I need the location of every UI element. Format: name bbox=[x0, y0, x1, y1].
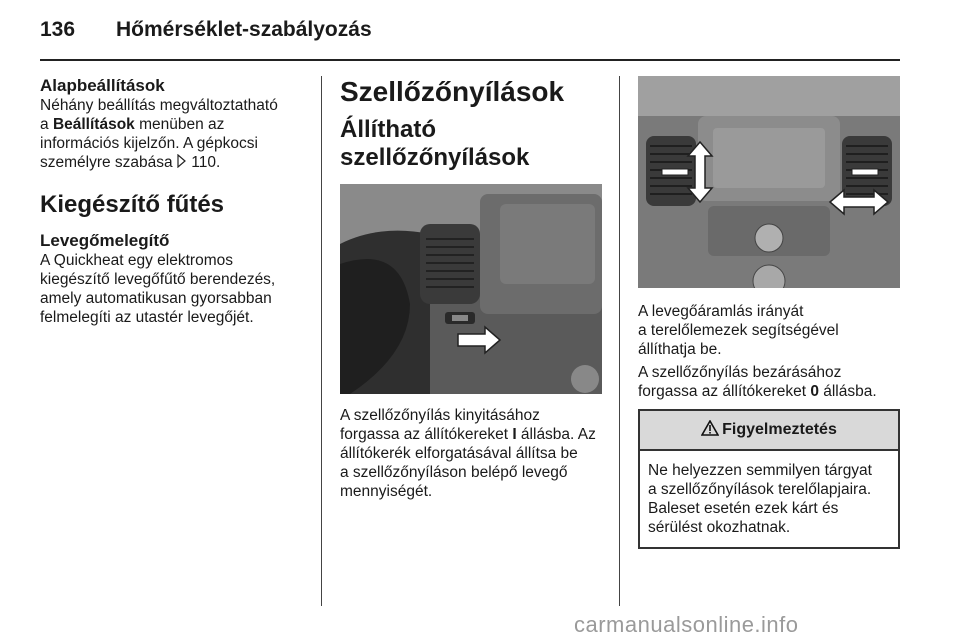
warning-triangle-icon bbox=[701, 420, 719, 441]
dial-position-i: I bbox=[512, 426, 517, 443]
basic-settings-heading: Alapbeállítások bbox=[40, 76, 165, 95]
settings-menu-name: Beállítások bbox=[52, 116, 135, 133]
aux-heating-heading: Kiegészítő fűtés bbox=[40, 191, 225, 218]
air-heater-line-2: kiegészítő levegőfűtő berendezés, bbox=[40, 271, 276, 288]
vent-dial-illustration bbox=[340, 184, 602, 394]
vent-dial-figure bbox=[340, 184, 602, 394]
close-vent-line-1: A szellőzőnyílás bezárásához bbox=[638, 364, 842, 381]
airflow-line-1: A levegőáramlás irányát bbox=[638, 303, 804, 320]
vent-open-caption-line-4: a szellőzőnyíláson belépő levegő bbox=[340, 464, 568, 481]
page-number: 136 bbox=[40, 18, 76, 41]
basic-settings-line-4: személyre szabása 110. bbox=[40, 154, 221, 171]
warning-line-1: Ne helyezzen semmilyen tárgyat bbox=[648, 462, 872, 479]
column-divider-2 bbox=[619, 76, 620, 606]
page-ref-arrow-icon bbox=[177, 154, 187, 173]
basic-settings-line-3: információs kijelzőn. A gépkocsi bbox=[40, 135, 258, 152]
adjustable-vents-heading: Állítható szellőzőnyílások bbox=[340, 116, 530, 171]
header-rule bbox=[40, 59, 900, 61]
right-column bbox=[638, 76, 904, 549]
warning-box bbox=[638, 409, 900, 549]
close-vent-line-2: forgassa az állítókereket 0 állásba. bbox=[638, 383, 877, 400]
warning-header bbox=[640, 411, 898, 451]
vent-open-caption-line-1: A szellőzőnyílás kinyitásához bbox=[340, 407, 540, 424]
basic-settings-line-2: a Beállítások menüben az bbox=[40, 116, 225, 133]
chapter-title: Hőmérséklet-szabályozás bbox=[116, 18, 372, 41]
vent-louvers-illustration bbox=[638, 76, 900, 288]
air-heater-line-4: felmelegíti az utastér levegőjét. bbox=[40, 309, 254, 326]
page-header bbox=[40, 14, 900, 48]
vents-heading: Szellőzőnyílások bbox=[340, 76, 565, 107]
warning-line-4: sérülést okozhatnak. bbox=[648, 519, 791, 536]
vent-open-caption-line-3: állítókerék elforgatásával állítsa be bbox=[340, 445, 578, 462]
warning-line-2: a szellőzőnyílások terelőlapjaira. bbox=[648, 481, 872, 498]
dial-position-0: 0 bbox=[810, 383, 819, 400]
airflow-line-2: a terelőlemezek segítségével bbox=[638, 322, 839, 339]
air-heater-line-3: amely automatikusan gyorsabban bbox=[40, 290, 272, 307]
middle-column bbox=[340, 76, 606, 501]
air-heater-line-1: A Quickheat egy elektromos bbox=[40, 252, 233, 269]
airflow-line-3: állíthatja be. bbox=[638, 341, 722, 358]
warning-body bbox=[640, 451, 898, 547]
left-column bbox=[40, 76, 306, 327]
vent-louvers-figure bbox=[638, 76, 900, 288]
column-divider-1 bbox=[321, 76, 322, 606]
vent-open-caption-line-2: forgassa az állítókereket I állásba. Az bbox=[340, 426, 596, 443]
warning-title: Figyelmeztetés bbox=[722, 421, 837, 438]
vent-open-caption-line-5: mennyiségét. bbox=[340, 483, 433, 500]
air-heater-heading: Levegőmelegítő bbox=[40, 231, 170, 250]
warning-line-3: Baleset esetén ezek kárt és bbox=[648, 500, 839, 517]
watermark: carmanualsonline.info bbox=[574, 612, 799, 637]
basic-settings-line-1: Néhány beállítás megváltoztatható bbox=[40, 97, 278, 114]
